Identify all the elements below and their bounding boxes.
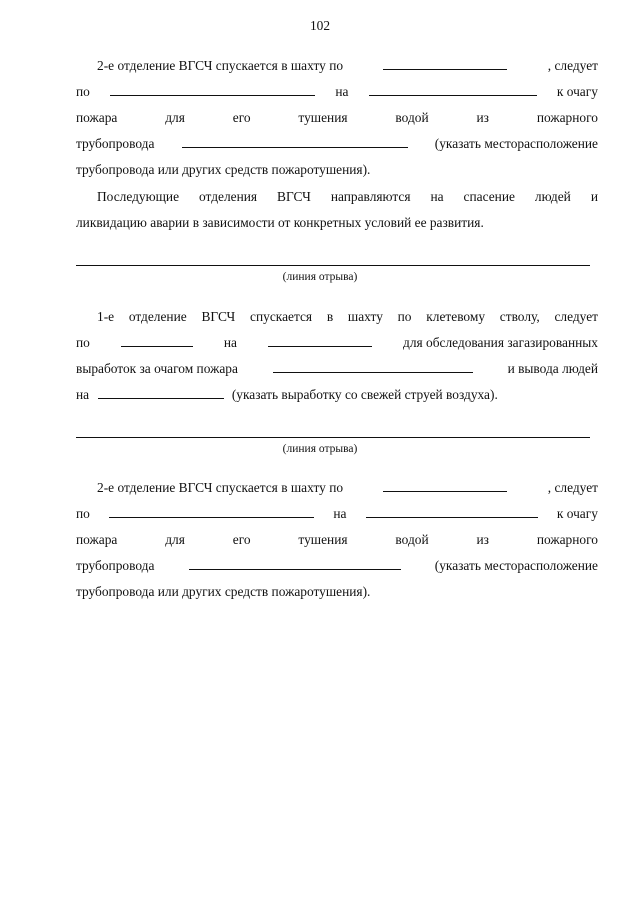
s3-line-2 — [76, 506, 598, 522]
s3-line-2-c: к очагу — [556, 506, 598, 521]
s1-word: его — [232, 110, 251, 125]
s3-line-2-a: по — [76, 506, 90, 521]
s1-word: тушения — [298, 110, 348, 125]
s3-line-2-b: на — [333, 506, 347, 521]
s3-route-blank[interactable] — [109, 506, 314, 518]
s1-para-2-line-2: ликвидацию аварии в зависимости от конкретных условий ее развития. — [76, 215, 484, 230]
s1-word: пожара — [76, 110, 118, 125]
s2-line-4-a: на — [76, 387, 90, 402]
page-number: 102 — [309, 18, 331, 33]
s1-line-5: трубопровода или других средств пожаротушения). — [76, 162, 371, 177]
s2-line-4-b: (указать выработку со свежей струей воздуха). — [231, 387, 498, 402]
s3-word: из — [476, 532, 489, 547]
s3-word: его — [232, 532, 251, 547]
s2-line-4 — [76, 387, 498, 403]
s3-word: пожара — [76, 532, 118, 547]
s3-location-blank[interactable] — [366, 506, 538, 518]
s1-para-2-word: спасение — [463, 189, 515, 204]
tear-line-1 — [76, 265, 590, 266]
s3-line-3 — [76, 532, 598, 548]
s3-line-4-a: трубопровода — [76, 558, 155, 573]
s2-line-2-b: на — [223, 335, 237, 350]
s1-word: водой — [395, 110, 429, 125]
s1-para-2-word: отделения — [199, 189, 258, 204]
s1-para-2-word: направляются — [330, 189, 411, 204]
tear-line-2-label: (линия отрыва) — [282, 443, 358, 455]
s1-line-1 — [97, 58, 598, 74]
s1-line-2-b: на — [335, 84, 349, 99]
s1-para-2-line-1 — [97, 189, 598, 205]
s3-word: водой — [395, 532, 429, 547]
s1-route-blank[interactable] — [110, 84, 315, 96]
s1-word: для — [165, 110, 185, 125]
s2-workings-blank[interactable] — [273, 361, 473, 373]
s2-line-2-a: по — [76, 335, 90, 350]
s2-line-3-a: выработок за очагом пожара — [76, 361, 238, 376]
s1-para-2-word: и — [590, 189, 598, 204]
s1-line-2 — [76, 84, 598, 100]
s3-word: пожарного — [536, 532, 598, 547]
s3-word: тушения — [298, 532, 348, 547]
s1-para-2-word: ВГСЧ — [277, 189, 311, 204]
s1-pipeline-blank[interactable] — [182, 136, 408, 148]
s1-line-2-a: по — [76, 84, 90, 99]
s2-line-2 — [76, 335, 598, 351]
s1-para-2-word: на — [430, 189, 444, 204]
s1-shaft-blank[interactable] — [383, 58, 507, 70]
s2-line-2-c: для обследования загазированных — [403, 335, 598, 350]
s3-line-1 — [97, 480, 598, 496]
s1-line-1-end: , следует — [547, 58, 598, 73]
s1-line-4-b: (указать месторасположение — [434, 136, 598, 151]
s1-para-2-word: людей — [534, 189, 571, 204]
s1-line-3 — [76, 110, 598, 126]
s1-line-2-c: к очагу — [556, 84, 598, 99]
s3-shaft-blank[interactable] — [383, 480, 507, 492]
s3-line-4-b: (указать месторасположение — [434, 558, 598, 573]
s2-route-blank[interactable] — [121, 335, 193, 347]
s3-line-1-start: 2-е отделение ВГСЧ спускается в шахту по — [97, 480, 344, 495]
s3-line-5: трубопровода или других средств пожаротушения). — [76, 584, 371, 599]
tear-line-1-label: (линия отрыва) — [282, 271, 358, 283]
s2-line-3 — [76, 361, 598, 377]
s1-location-blank[interactable] — [369, 84, 537, 96]
s1-word: из — [476, 110, 489, 125]
s1-para-2-word: Последующие — [97, 189, 180, 204]
s2-line-1: 1-е отделение ВГСЧ спускается в шахту по клетевому стволу, следует — [97, 309, 598, 324]
s2-location-blank[interactable] — [268, 335, 372, 347]
s2-exit-blank[interactable] — [98, 387, 224, 399]
s3-pipeline-blank[interactable] — [189, 558, 401, 570]
s1-line-1-start: 2-е отделение ВГСЧ спускается в шахту по — [97, 58, 344, 73]
s3-line-4 — [76, 558, 598, 574]
s3-line-1-end: , следует — [547, 480, 598, 495]
s1-line-4 — [76, 136, 598, 152]
s1-word: пожарного — [536, 110, 598, 125]
s2-line-3-b: и вывода людей — [507, 361, 598, 376]
s3-word: для — [165, 532, 185, 547]
tear-line-2 — [76, 437, 590, 438]
s1-line-4-a: трубопровода — [76, 136, 155, 151]
